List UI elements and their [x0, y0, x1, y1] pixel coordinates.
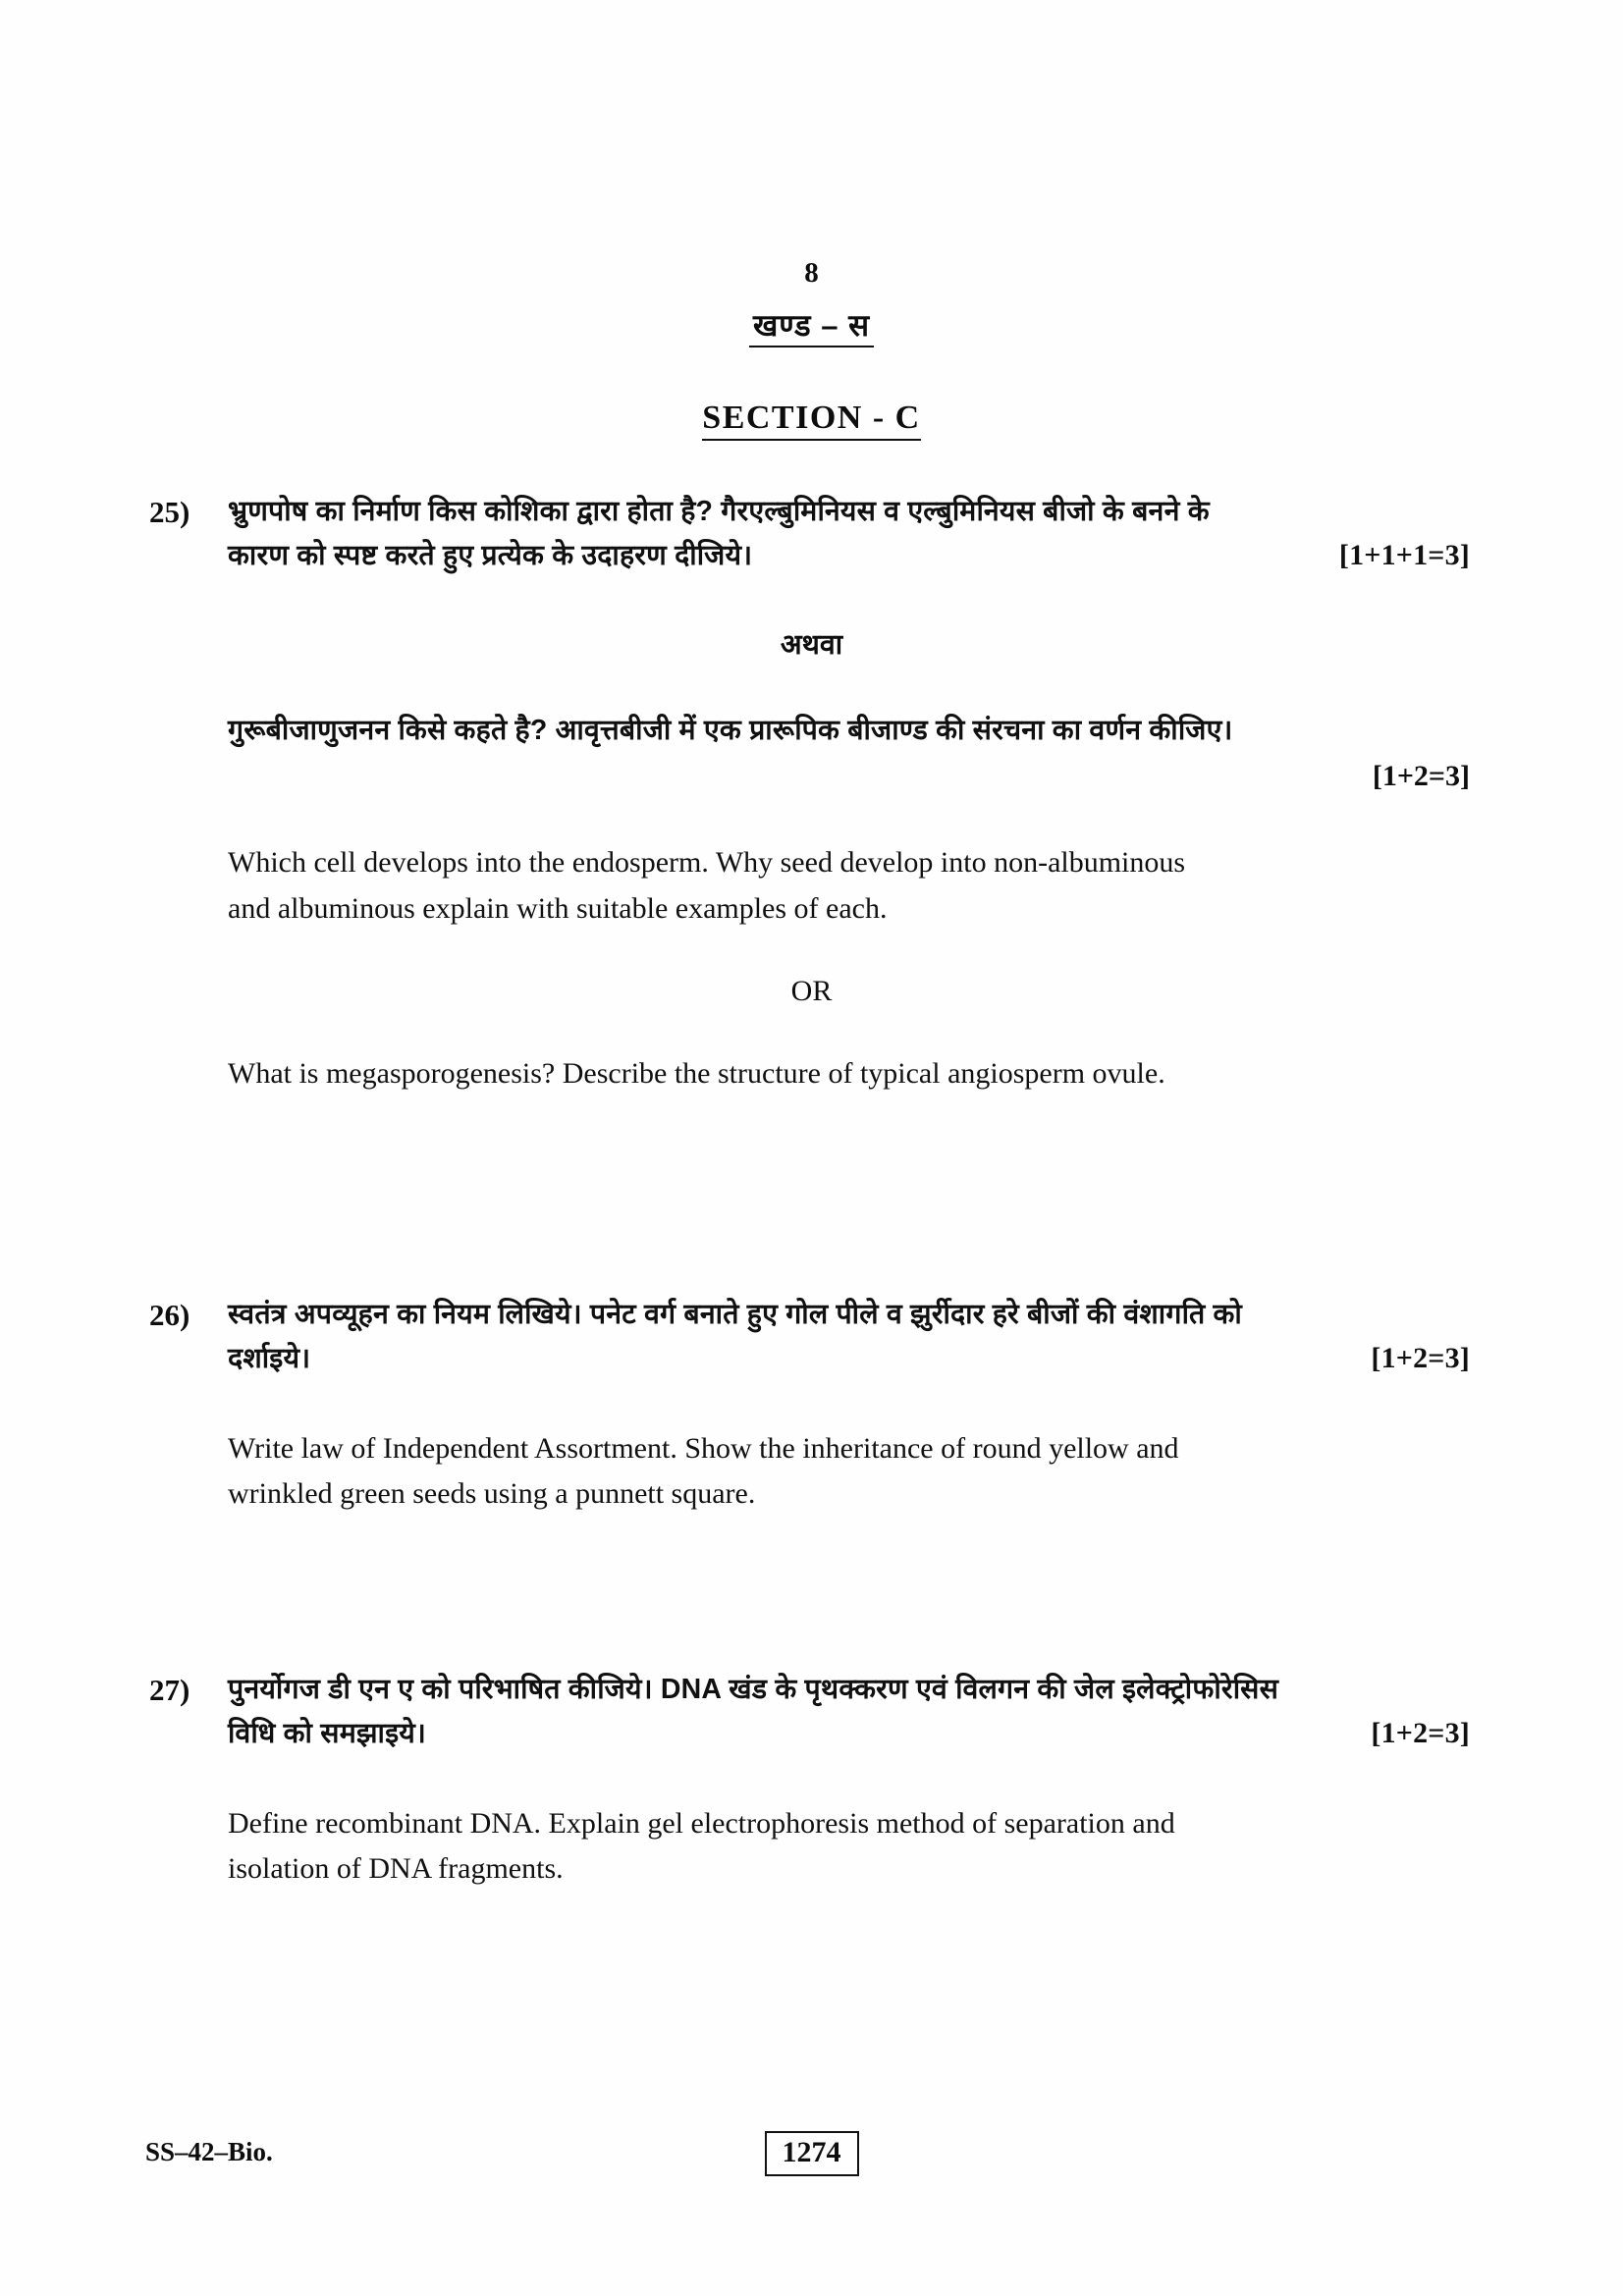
- question-27-hindi-line-2-text: विधि को समझाइये।: [228, 1718, 427, 1750]
- question-25-hindi-alt-line-1: गुरूबीजाणुजनन किसे कहते है? आवृत्तबीजी में एक प्रारूपिक बीजाण्ड की संरचना का वर्णन कीजिए।: [228, 714, 1233, 746]
- question-27-hindi-line-1-text: पुनर्योगज डी एन ए को परिभाषित कीजिये। DNA खंड के पृथक्करण एवं विलगन की जेल इलेक्ट्रोफोरेसिस: [228, 1674, 1279, 1705]
- question-25-hindi: [0, 491, 1623, 578]
- question-26-hindi-line-2-text: दर्शाइये।: [228, 1343, 311, 1375]
- page-footer: [0, 2131, 1623, 2180]
- section-heading-hindi-text: खण्ड – स: [749, 308, 874, 347]
- question-27-english-line-1: Define recombinant DNA. Explain gel electrophoresis method of separation and: [228, 1806, 1175, 1840]
- question-26-english-line-2: wrinkled green seeds using a punnett square.: [228, 1477, 756, 1511]
- serial-number-box: 1274: [765, 2131, 859, 2176]
- question-25-english-line-2: and albuminous explain with suitable examples of each.: [228, 891, 888, 925]
- question-25-english-alternative-word: OR: [790, 975, 833, 1008]
- section-heading-english-text: SECTION - C: [702, 400, 920, 441]
- question-27: [0, 1669, 1623, 1893]
- question-26-number: 26): [149, 1298, 190, 1332]
- question-25-hindi-line-1-text: भ्रुणपोष का निर्माण किस कोशिका द्वारा होता है? गैरएल्बुमिनियस व एल्बुमिनियस बीजो के बनने के: [228, 496, 1210, 527]
- question-27-number: 27): [149, 1673, 190, 1707]
- question-25-hindi-marks: [1+1+1=3]: [1338, 539, 1470, 572]
- question-25-hindi-alt-marks: [1+2=3]: [1372, 760, 1470, 793]
- section-heading-hindi: [0, 304, 1623, 346]
- question-25-english-alt-line-1: What is megasporogenesis? Describe the structure of typical angiosperm ovule.: [228, 1057, 1165, 1091]
- question-26: [0, 1294, 1623, 1518]
- question-25-hindi-line-1: [228, 491, 1470, 533]
- question-25: [0, 491, 1623, 1097]
- paper-code: SS–42–Bio.: [145, 2137, 273, 2166]
- question-25-hindi-alternative-word: अथवा: [780, 628, 843, 661]
- question-26-hindi-marks: [1+2=3]: [1371, 1342, 1470, 1375]
- question-27-english-line-2: isolation of DNA fragments.: [228, 1852, 564, 1886]
- question-27-hindi-marks: [1+2=3]: [1371, 1717, 1470, 1750]
- question-25-english-line-1: Which cell develops into the endosperm. Why seed develop into non-albuminous: [228, 846, 1186, 880]
- question-25-number: 25): [149, 495, 190, 529]
- question-26-english-line-1: Write law of Independent Assortment. Show the inheritance of round yellow and: [228, 1431, 1179, 1465]
- question-27-hindi: [0, 1669, 1623, 1756]
- question-25-hindi-line-2-text: कारण को स्पष्ट करते हुए प्रत्येक के उदाहरण दीजिये।: [228, 540, 753, 572]
- page-number: 8: [804, 257, 819, 289]
- question-26-hindi-line-1: [228, 1294, 1470, 1336]
- question-26-hindi-line-2: [228, 1336, 1470, 1381]
- question-26-hindi-line-1-text: स्वतंत्र अपव्यूहन का नियम लिखिये। पनेट वर्ग बनाते हुए गोल पीले व झुर्रीदार हरे बीजों की वंशागति को: [228, 1299, 1242, 1330]
- question-27-hindi-line-1: [228, 1669, 1470, 1711]
- question-25-hindi-line-2: [228, 533, 1470, 578]
- question-26-hindi: [0, 1294, 1623, 1381]
- section-heading-english: [0, 400, 1623, 437]
- question-27-hindi-line-2: [228, 1711, 1470, 1756]
